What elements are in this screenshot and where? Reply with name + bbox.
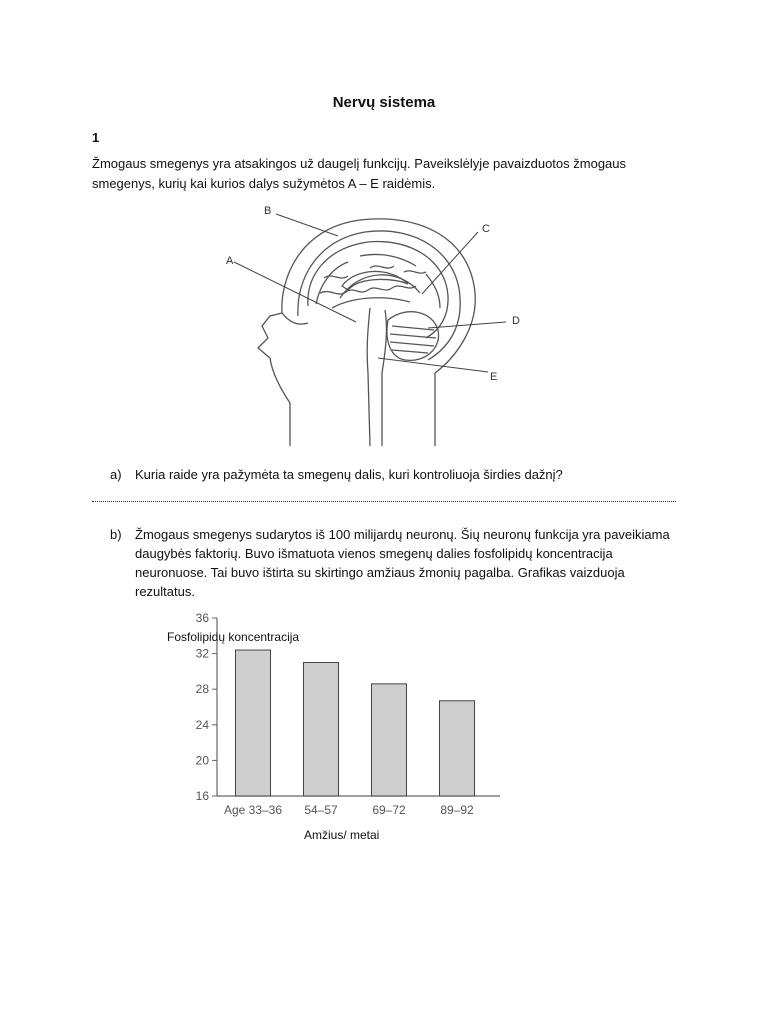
brain-diagram [220,198,540,450]
y-tick-label: 24 [195,717,209,732]
label-b: B [264,205,272,217]
page-title: Nervų sistema [332,94,436,111]
label-d: D [512,315,520,327]
question-b-label: b) [110,527,122,542]
y-axis-label: Fosfolipidų koncentracija [167,630,300,644]
question-a-label: a) [110,467,122,482]
x-tick-label: Age 33–36 [223,803,283,817]
question-b-text: Žmogaus smegenys sudarytos iš 100 milijardų neuronų. Šių neuronų funkcija yra paveikiama daugybės faktorių. Buvo išmatuota vienos smegenų dalies fosfolipidų koncentracija neuronuose. Tai buvo ištirta su skirtingo amžiaus žmonių pagalba. Grafikas vaizduoja rezultatus. [135,527,670,599]
y-tick-label: 28 [195,682,209,697]
y-tick-label: 20 [195,753,209,768]
x-tick-label: 54–57 [304,803,338,817]
y-tick-label: 16 [195,789,209,803]
x-tick-label: 89–92 [440,803,474,817]
label-e: E [490,371,498,383]
label-a: A [226,255,234,267]
bar [440,701,475,796]
bar [236,650,271,796]
question-number: 1 [92,130,100,145]
question-a-text: Kuria raide yra pažymėta ta smegenų dalis, kuri kontroliuoja širdies dažnį? [135,467,563,482]
x-axis-label: Amžius/ metai [304,828,380,842]
x-tick-label: 69–72 [372,803,406,817]
answer-line[interactable] [92,493,676,502]
label-c: C [482,223,490,235]
bar [304,663,339,797]
y-tick-label: 32 [195,646,209,661]
intro-paragraph: Žmogaus smegenys yra atsakingos už daugelį funkcijų. Paveikslėlyje pavaizduotos žmogaus smegenys, kurių kai kurios dalys sužymėtos A – E raidėmis. [92,156,627,191]
bar [372,684,407,796]
y-tick-label: 36 [195,611,209,625]
